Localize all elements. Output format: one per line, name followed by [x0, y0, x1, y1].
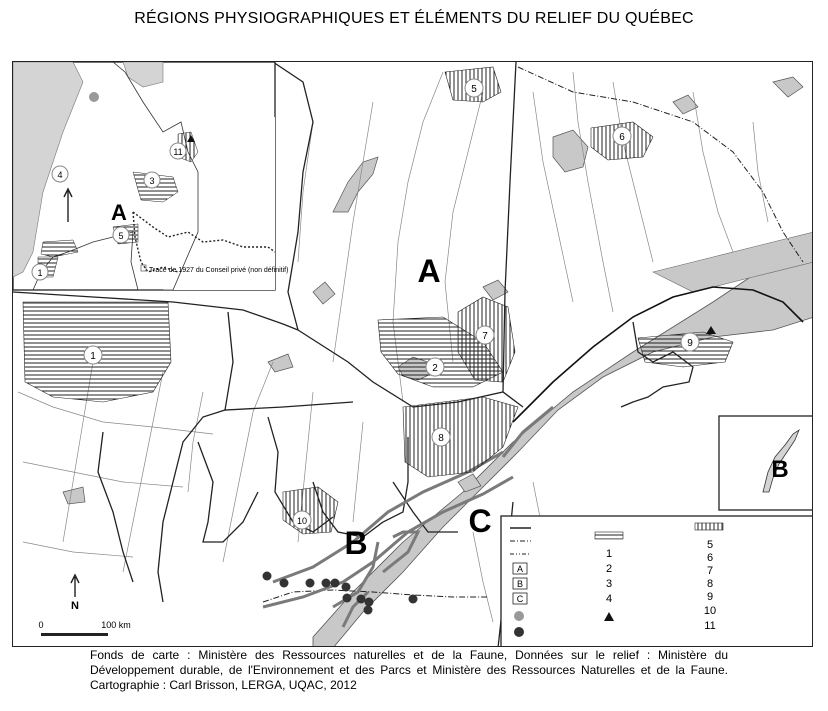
inset-madeleine	[719, 416, 813, 510]
north-label: N	[71, 600, 79, 612]
zone-label: 10	[296, 516, 308, 526]
legend-number: 6	[706, 552, 714, 564]
legend-number: 8	[706, 578, 714, 590]
legend-letter: C	[516, 594, 524, 604]
zone-label: 11	[173, 147, 183, 157]
zone-marker-1-main	[84, 346, 102, 364]
zone-label: 5	[118, 231, 124, 241]
inset-region-label-a: A	[111, 200, 127, 225]
inset-boundary-note: Tracé de 1927 du Conseil privé (non définitif)	[149, 267, 289, 274]
zone-label: 1	[37, 268, 43, 278]
map-frame	[12, 61, 813, 647]
region-label-b: B	[344, 525, 368, 561]
scale-bar	[38, 620, 130, 636]
legend-letter: A	[516, 564, 524, 574]
zone-label: 1	[90, 351, 96, 362]
scale-start: 0	[38, 620, 44, 630]
legend-number: 11	[704, 620, 716, 632]
legend-number: 3	[605, 578, 613, 590]
scale-end: 100 km	[101, 620, 131, 630]
map-caption: Fonds de carte : Ministère des Ressources naturelles et de la Faune, Données sur le relief : Ministère du Développement durable, de l'Environnement et des Parcs et Ministère des Ressources Naturelles et de la Faune. Cartographie : Carl Brisson, LERGA, UQAC, 2012	[90, 648, 728, 692]
hatched-zones-vertical	[283, 67, 653, 534]
legend-number: 2	[605, 563, 613, 575]
inset-region-label-b: B	[771, 456, 789, 483]
zone-label: 3	[149, 176, 155, 186]
zone-label: 7	[482, 331, 488, 342]
zone-label: 2	[432, 363, 438, 374]
hatched-zones-horizontal	[23, 302, 733, 402]
inset-quebec	[13, 62, 288, 290]
zone-marker-10	[293, 511, 311, 529]
map-title: RÉGIONS PHYSIOGRAPHIQUES ET ÉLÉMENTS DU RELIEF DU QUÉBEC	[134, 10, 694, 27]
zone-label: 8	[438, 433, 444, 444]
zone-label: 6	[619, 132, 625, 143]
zone-marker-8	[432, 428, 450, 446]
legend	[501, 516, 813, 647]
region-label-c: C	[468, 503, 492, 539]
zone-marker-7	[476, 326, 494, 344]
legend-letter: B	[516, 579, 524, 589]
legend-number: 9	[706, 591, 714, 603]
legend-number: 10	[703, 605, 717, 617]
legend-number: 5	[706, 539, 714, 551]
zone-marker-9	[681, 333, 699, 351]
legend-number: 4	[605, 593, 613, 605]
map-canvas	[13, 62, 813, 647]
zone-label: 9	[687, 338, 693, 349]
zone-label: 4	[57, 170, 63, 180]
zone-label: 5	[471, 84, 477, 95]
zone-marker-6	[613, 127, 631, 145]
zone-marker-5-main	[465, 79, 483, 97]
legend-number: 7	[706, 565, 714, 577]
region-label-a: A	[417, 253, 441, 289]
legend-number: 1	[605, 548, 613, 560]
zone-marker-2	[426, 358, 444, 376]
north-arrow	[71, 575, 79, 612]
